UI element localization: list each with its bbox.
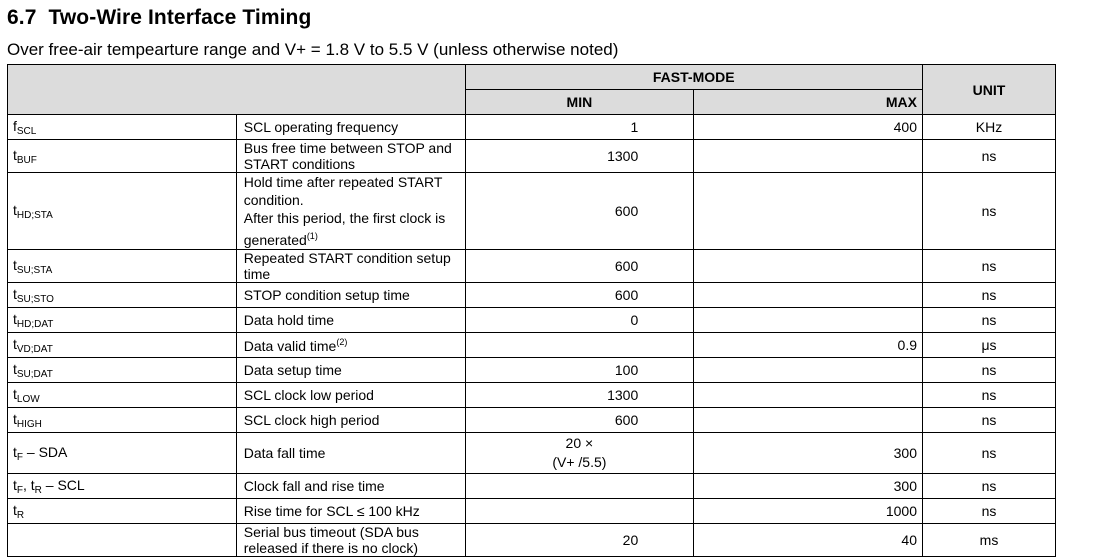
- table-row: [8, 333, 1056, 358]
- symbol-cell: $t_{SU;STO}$: [8, 283, 237, 308]
- symbol-cell: $t_F$, $t_R$ – SCL: [8, 474, 237, 499]
- min-cell: 1300: [465, 383, 694, 408]
- table-row: [8, 524, 1056, 557]
- unit-cell: ns: [923, 474, 1056, 499]
- header-max: MAX: [694, 90, 923, 115]
- symbol-cell: $t_{LOW}$: [8, 383, 237, 408]
- table-row: [8, 358, 1056, 383]
- parameter-cell: Serial bus timeout (SDA bus released if there is no clock): [236, 524, 465, 557]
- min-cell: 1300: [465, 140, 694, 173]
- footnote-ref: (2): [336, 336, 348, 347]
- unit-cell: KHz: [923, 115, 1056, 140]
- unit-cell: ns: [923, 408, 1056, 433]
- max-cell: [694, 140, 923, 173]
- table-row: [8, 173, 1056, 250]
- max-cell: 300: [694, 474, 923, 499]
- min-cell: 0: [465, 308, 694, 333]
- max-cell: 0.9: [694, 333, 923, 358]
- min-cell: 100: [465, 358, 694, 383]
- header-min: MIN: [465, 90, 694, 115]
- unit-cell: ns: [923, 140, 1056, 173]
- symbol-cell: [8, 524, 237, 557]
- table-row: [8, 383, 1056, 408]
- parameter-cell: Bus free time between STOP and START conditions: [236, 140, 465, 173]
- table-row: [8, 433, 1056, 474]
- symbol-cell: $t_F$ – SDA: [8, 433, 237, 474]
- min-cell: 600: [465, 283, 694, 308]
- table-row: [8, 140, 1056, 173]
- parameter-cell: SCL operating frequency: [236, 115, 465, 140]
- parameter-line: Hold time after repeated START condition.: [243, 174, 443, 208]
- min-cell: [465, 499, 694, 524]
- max-cell: [694, 173, 923, 250]
- section-title: [7, 6, 311, 30]
- max-cell: [694, 383, 923, 408]
- table-row: [8, 499, 1056, 524]
- max-cell: [694, 250, 923, 283]
- table-row: [8, 408, 1056, 433]
- min-line: (V+ /5.5): [552, 454, 607, 470]
- parameter-cell: Repeated START condition setup time: [236, 250, 465, 283]
- parameter-cell: Data fall time: [236, 433, 465, 474]
- max-cell: [694, 358, 923, 383]
- unit-cell: ns: [923, 433, 1056, 474]
- section-title-text: Two-Wire Interface Timing: [48, 6, 312, 29]
- unit-cell: ns: [923, 383, 1056, 408]
- section-subtitle: Over free-air tempearture range and V+ = 1.8 V to 5.5 V (unless otherwise noted): [7, 40, 619, 59]
- min-cell: [465, 433, 694, 474]
- unit-cell: μs: [923, 333, 1056, 358]
- parameter-cell: Data hold time: [236, 308, 465, 333]
- symbol-cell: $t_{HD;DAT}$: [8, 308, 237, 333]
- symbol-cell: $f_{SCL}$: [8, 115, 237, 140]
- footnote-ref: (1): [306, 231, 318, 241]
- parameter-cell: SCL clock high period: [236, 408, 465, 433]
- header-blank: [8, 65, 466, 115]
- max-cell: [694, 308, 923, 333]
- max-cell: 1000: [694, 499, 923, 524]
- unit-cell: ns: [923, 358, 1056, 383]
- unit-cell: ns: [923, 308, 1056, 333]
- parameter-cell: Rise time for SCL ≤ 100 kHz: [236, 499, 465, 524]
- table-row: [8, 250, 1056, 283]
- parameter-cell: SCL clock low period: [236, 383, 465, 408]
- max-cell: 400: [694, 115, 923, 140]
- min-cell: [465, 333, 694, 358]
- unit-cell: ns: [923, 250, 1056, 283]
- table-row: [8, 308, 1056, 333]
- parameter-cell: Clock fall and rise time: [236, 474, 465, 499]
- min-cell: [465, 474, 694, 499]
- symbol-cell: $t_{VD;DAT}$: [8, 333, 237, 358]
- max-cell: 300: [694, 433, 923, 474]
- min-cell: 600: [465, 250, 694, 283]
- min-cell: 1: [465, 115, 694, 140]
- parameter-cell: [236, 173, 465, 250]
- header-fast-mode: FAST-MODE: [465, 65, 923, 90]
- min-line: 20 ×: [565, 435, 594, 451]
- min-cell: 600: [465, 173, 694, 250]
- min-cell: 20: [465, 524, 694, 557]
- symbol-cell: $t_{HIGH}$: [8, 408, 237, 433]
- symbol-cell: $t_R$: [8, 499, 237, 524]
- section-number: 6.7: [7, 6, 37, 29]
- unit-cell: ns: [923, 499, 1056, 524]
- parameter-line: After this period, the first clock is generated: [243, 210, 446, 248]
- parameter-cell: STOP condition setup time: [236, 283, 465, 308]
- unit-cell: ns: [923, 173, 1056, 250]
- parameter-cell: Data setup time: [236, 358, 465, 383]
- timing-table: [7, 64, 1056, 557]
- header-unit: UNIT: [923, 65, 1056, 115]
- max-cell: [694, 408, 923, 433]
- symbol-cell: $t_{BUF}$: [8, 140, 237, 173]
- table-row: [8, 283, 1056, 308]
- table-row: [8, 115, 1056, 140]
- max-cell: 40: [694, 524, 923, 557]
- parameter-cell: Data valid time$^{(2)}$: [236, 333, 465, 358]
- min-cell: 600: [465, 408, 694, 433]
- symbol-cell: $t_{SU;STA}$: [8, 250, 237, 283]
- unit-cell: ns: [923, 283, 1056, 308]
- unit-cell: ms: [923, 524, 1056, 557]
- max-cell: [694, 283, 923, 308]
- table-row: [8, 474, 1056, 499]
- symbol-cell: $t_{SU;DAT}$: [8, 358, 237, 383]
- symbol-cell: $t_{HD;STA}$: [8, 173, 237, 250]
